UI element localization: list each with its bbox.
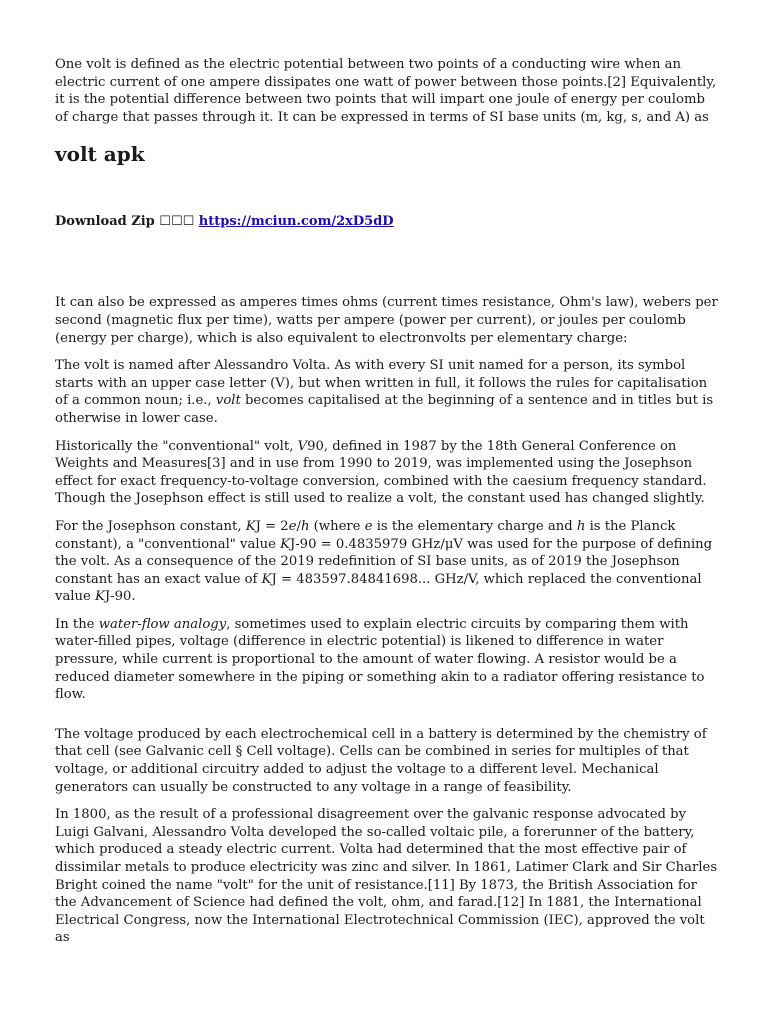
- download-label: Download Zip: [55, 214, 155, 230]
- download-arrows: ☐☐☐: [159, 214, 195, 230]
- download-line: [55, 213, 720, 230]
- paragraph-3: Historically the "conventional" volt, V90, defined in 1987 by the 18th General Conference on Weights and Measures[3] and in use from 1990 to 2019, was implemented using the Josephson effect for exact frequency-to-voltage conversion, combined with the caesium frequency standard. Though the Josephson effect is still used to realize a volt, the constant used has changed slightly.: [55, 438, 707, 507]
- paragraph-2: The volt is named after Alessandro Volta. As with every SI unit named for a person, its symbol starts with an upper case letter (V), but when written in full, it follows the rules for capitalisation of a common noun; i.e., volt becomes capitalised at the beginning of a sentence and in titles but is otherwise in lower case.: [55, 358, 714, 426]
- document-body: [55, 56, 720, 947]
- paragraph-5: In the water-flow analogy, sometimes used to explain electric circuits by comparing them with water-filled pipes, voltage (difference in electric potential) is likened to difference in water pressure, while current is proportional to the amount of water flowing. A resistor would be a reduced diameter somewhere in the piping or something akin to a radiator offering resistance to flow.: [55, 616, 705, 703]
- paragraph-4: For the Josephson constant, KJ = 2e/h (where e is the elementary charge and h is the Planck constant), a "conventional" value KJ-90 = 0.4835979 GHz/μV was used for the purpose of defining the volt. As a consequence of the 2019 redefinition of SI base units, as of 2019 the Josephson constant has an exact value of KJ = 483597.84841698... GHz/V, which replaced the conventional value KJ-90.: [55, 518, 713, 605]
- download-link[interactable]: https://mciun.com/2xD5dD: [198, 214, 394, 230]
- page-title: volt apk: [55, 142, 145, 167]
- intro-paragraph: One volt is defined as the electric potential between two points of a conducting wire when an electric current of one ampere dissipates one watt of power between those points.[2] Equivalently, it is the potential difference between two points that will impart one joule of energy per coulomb of charge that passes through it. It can be expressed in terms of SI base units (m, kg, s, and A) as: [55, 57, 717, 125]
- paragraph-1: It can also be expressed as amperes times ohms (current times resistance, Ohm's law), webers per second (magnetic flux per time), watts per ampere (power per current), or joules per coulomb (energy per charge), which is also equivalent to electronvolts per elementary charge:: [55, 295, 718, 346]
- paragraph-7: In 1800, as the result of a professional disagreement over the galvanic response advocated by Luigi Galvani, Alessandro Volta developed the so-called voltaic pile, a forerunner of the battery, which produced a steady electric current. Volta had determined that the most effective pair of dissimilar metals to produce electricity was zinc and silver. In 1861, Latimer Clark and Sir Charles Bright coined the name "volt" for the unit of resistance.[11] By 1873, the British Association for the Advancement of Science had defined the volt, ohm, and farad.[12] In 1881, the International Electrical Congress, now the International Electrotechnical Commission (IEC), approved the volt as: [55, 807, 718, 946]
- paragraph-6: The voltage produced by each electrochemical cell in a battery is determined by the chemistry of that cell (see Galvanic cell § Cell voltage). Cells can be combined in series for multiples of that voltage, or additional circuitry added to adjust the voltage to a different level. Mechanical generators can usually be constructed to any voltage in a range of feasibility.: [55, 726, 707, 795]
